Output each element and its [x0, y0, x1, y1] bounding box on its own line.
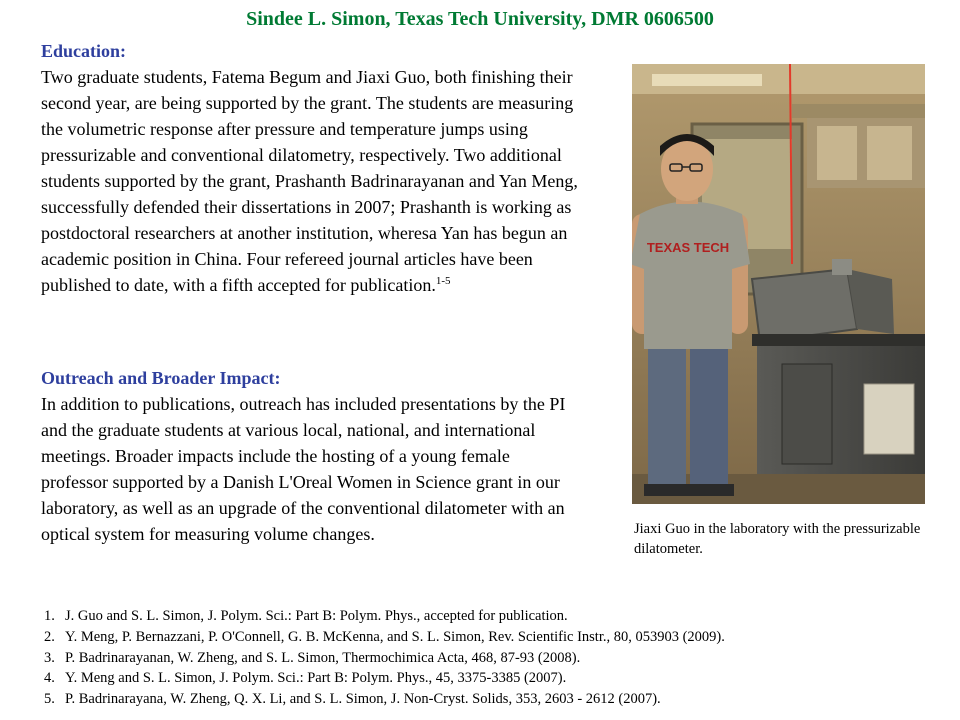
outreach-heading: Outreach and Broader Impact:	[41, 368, 281, 388]
education-text: Two graduate students, Fatema Begum and Jiaxi Guo, both finishing their second year, are being supported by the grant. The students are measuring the volumetric response after pressure and temperature jumps using pressurizable and conventional dilatometry, respectively. Two additional students supported by the grant, Prashanth Badrinarayanan and Yan Meng, successfully defended their dissertations in 2007; Prashanth is working as postdoctoral researchers at another institution, wheresa Yan has begun an academic position in China. Four refereed journal articles have been published to date, with a fifth accepted for publication.	[41, 67, 578, 295]
outreach-body: In addition to publications, outreach has included presentations by the PI and the graduate students at various local, national, and international meetings. Broader impacts include the hosting of a young female professor supported by a Danish L'Oreal Women in Science grant in our laboratory, as well as an upgrade of the conventional dilatometer with an optical system for measuring volume changes.	[41, 394, 566, 544]
outreach-section	[41, 365, 581, 547]
reference-list	[44, 606, 725, 710]
reference-item	[44, 648, 725, 669]
reference-number: 1.	[44, 608, 55, 624]
slide-title: Sindee L. Simon, Texas Tech University, DMR 0606500	[246, 8, 714, 30]
reference-item	[44, 606, 725, 627]
education-heading: Education:	[41, 41, 127, 61]
education-body	[41, 64, 581, 298]
reference-text: P. Badrinarayanan, W. Zheng, and S. L. Simon, Thermochimica Acta, 468, 87-93 (2008).	[65, 649, 581, 666]
education-section	[41, 38, 581, 298]
shirt-lettering: TEXAS TECH	[646, 240, 730, 255]
reference-number: 4.	[44, 670, 55, 687]
reference-text: J. Guo and S. L. Simon, J. Polym. Sci.: Part B: Polym. Phys., accepted for publication.	[65, 608, 568, 624]
reference-item	[44, 668, 725, 689]
citation-superscript: 1-5	[435, 275, 451, 287]
photo-caption: Jiaxi Guo in the laboratory with the pressurizable dilatometer.	[634, 521, 921, 557]
reference-number: 3.	[44, 649, 55, 666]
reference-text: Y. Meng, P. Bernazzani, P. O'Connell, G. B. McKenna, and S. L. Simon, Rev. Scientific Instr., 80, 053903 (2009).	[65, 628, 725, 645]
reference-item	[44, 627, 725, 648]
reference-text: Y. Meng and S. L. Simon, J. Polym. Sci.: Part B: Polym. Phys., 45, 3375-3385 (2007).	[65, 670, 567, 687]
lab-photo	[632, 64, 925, 504]
lab-photo-illustration	[632, 64, 925, 504]
reference-number: 2.	[44, 628, 55, 645]
reference-number: 5.	[44, 691, 55, 708]
reference-text: P. Badrinarayana, W. Zheng, Q. X. Li, and S. L. Simon, J. Non-Cryst. Solids, 353, 2603 - 2612 (2007).	[65, 691, 661, 708]
reference-item	[44, 689, 725, 710]
